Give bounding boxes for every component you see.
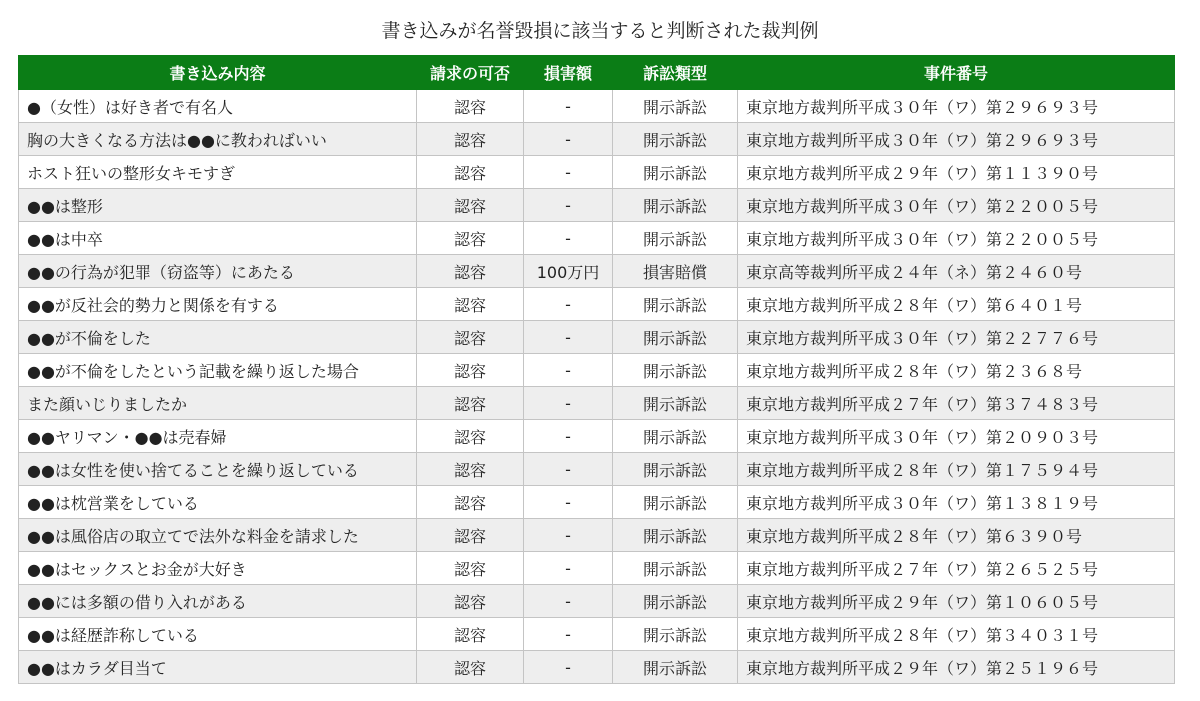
cell-damages: - bbox=[524, 420, 613, 453]
table-row bbox=[19, 90, 1175, 123]
cell-content: ●●が不倫をした bbox=[19, 321, 417, 354]
court-cases-table bbox=[18, 55, 1175, 684]
cell-content: また顔いじりましたか bbox=[19, 387, 417, 420]
cell-result: 認容 bbox=[417, 552, 524, 585]
cell-case-number: 東京地方裁判所平成２９年（ワ）第２５１９６号 bbox=[738, 651, 1175, 684]
table-row bbox=[19, 123, 1175, 156]
cell-content: ホスト狂いの整形女キモすぎ bbox=[19, 156, 417, 189]
cell-result: 認容 bbox=[417, 486, 524, 519]
cell-damages: - bbox=[524, 189, 613, 222]
table-row bbox=[19, 321, 1175, 354]
header-result: 請求の可否 bbox=[417, 56, 524, 90]
cell-damages: - bbox=[524, 585, 613, 618]
table-row bbox=[19, 552, 1175, 585]
cell-content: ●●が反社会的勢力と関係を有する bbox=[19, 288, 417, 321]
cell-result: 認容 bbox=[417, 387, 524, 420]
cell-case-number: 東京地方裁判所平成２９年（ワ）第１１３９０号 bbox=[738, 156, 1175, 189]
cell-content: ●●は中卒 bbox=[19, 222, 417, 255]
header-case-number: 事件番号 bbox=[738, 56, 1175, 90]
cell-result: 認容 bbox=[417, 156, 524, 189]
cell-content: ●●は経歴詐称している bbox=[19, 618, 417, 651]
table-row bbox=[19, 420, 1175, 453]
table-row bbox=[19, 222, 1175, 255]
cell-type: 開示訴訟 bbox=[613, 156, 738, 189]
cell-type: 開示訴訟 bbox=[613, 387, 738, 420]
cell-case-number: 東京地方裁判所平成３０年（ワ）第２２００５号 bbox=[738, 189, 1175, 222]
table-row bbox=[19, 387, 1175, 420]
cell-type: 開示訴訟 bbox=[613, 519, 738, 552]
cell-type: 開示訴訟 bbox=[613, 453, 738, 486]
cell-damages: - bbox=[524, 123, 613, 156]
header-type: 訴訟類型 bbox=[613, 56, 738, 90]
cell-case-number: 東京地方裁判所平成２８年（ワ）第６４０１号 bbox=[738, 288, 1175, 321]
cell-damages: - bbox=[524, 156, 613, 189]
cell-type: 開示訴訟 bbox=[613, 288, 738, 321]
cell-result: 認容 bbox=[417, 354, 524, 387]
cell-type: 開示訴訟 bbox=[613, 651, 738, 684]
cell-type: 開示訴訟 bbox=[613, 486, 738, 519]
table-row bbox=[19, 156, 1175, 189]
cell-type: 開示訴訟 bbox=[613, 585, 738, 618]
cell-damages: - bbox=[524, 519, 613, 552]
cell-type: 開示訴訟 bbox=[613, 123, 738, 156]
cell-case-number: 東京地方裁判所平成３０年（ワ）第１３８１９号 bbox=[738, 486, 1175, 519]
cell-result: 認容 bbox=[417, 420, 524, 453]
cell-damages: - bbox=[524, 453, 613, 486]
cell-content: ●●ヤリマン・●●は売春婦 bbox=[19, 420, 417, 453]
table-row bbox=[19, 486, 1175, 519]
cell-damages: - bbox=[524, 486, 613, 519]
cell-case-number: 東京地方裁判所平成２７年（ワ）第２６５２５号 bbox=[738, 552, 1175, 585]
cell-case-number: 東京地方裁判所平成２８年（ワ）第１７５９４号 bbox=[738, 453, 1175, 486]
cell-content: ●●は枕営業をしている bbox=[19, 486, 417, 519]
table-row bbox=[19, 519, 1175, 552]
cell-case-number: 東京高等裁判所平成２４年（ネ）第２４６０号 bbox=[738, 255, 1175, 288]
cell-type: 開示訴訟 bbox=[613, 189, 738, 222]
cell-result: 認容 bbox=[417, 618, 524, 651]
cell-damages: - bbox=[524, 321, 613, 354]
table-row bbox=[19, 585, 1175, 618]
cell-case-number: 東京地方裁判所平成２８年（ワ）第３４０３１号 bbox=[738, 618, 1175, 651]
header-content: 書き込み内容 bbox=[19, 56, 417, 90]
cell-content: ●●には多額の借り入れがある bbox=[19, 585, 417, 618]
table-row bbox=[19, 255, 1175, 288]
table-row bbox=[19, 618, 1175, 651]
cell-case-number: 東京地方裁判所平成３０年（ワ）第２９６９３号 bbox=[738, 123, 1175, 156]
table-row bbox=[19, 189, 1175, 222]
cell-type: 開示訴訟 bbox=[613, 90, 738, 123]
cell-result: 認容 bbox=[417, 321, 524, 354]
cell-type: 開示訴訟 bbox=[613, 354, 738, 387]
cell-result: 認容 bbox=[417, 585, 524, 618]
cell-case-number: 東京地方裁判所平成２８年（ワ）第６３９０号 bbox=[738, 519, 1175, 552]
cell-type: 開示訴訟 bbox=[613, 618, 738, 651]
cell-result: 認容 bbox=[417, 255, 524, 288]
cell-case-number: 東京地方裁判所平成３０年（ワ）第２０９０３号 bbox=[738, 420, 1175, 453]
table-row bbox=[19, 453, 1175, 486]
cell-type: 開示訴訟 bbox=[613, 552, 738, 585]
cell-content: ●●は風俗店の取立てで法外な料金を請求した bbox=[19, 519, 417, 552]
cell-damages: - bbox=[524, 651, 613, 684]
cell-case-number: 東京地方裁判所平成２９年（ワ）第１０６０５号 bbox=[738, 585, 1175, 618]
cell-damages: - bbox=[524, 618, 613, 651]
cell-result: 認容 bbox=[417, 123, 524, 156]
cell-damages: 100万円 bbox=[524, 255, 613, 288]
cell-result: 認容 bbox=[417, 519, 524, 552]
cell-type: 開示訴訟 bbox=[613, 222, 738, 255]
cell-content: ●●はカラダ目当て bbox=[19, 651, 417, 684]
cell-damages: - bbox=[524, 387, 613, 420]
cell-result: 認容 bbox=[417, 288, 524, 321]
cell-damages: - bbox=[524, 222, 613, 255]
cell-result: 認容 bbox=[417, 651, 524, 684]
cell-content: ●●は女性を使い捨てることを繰り返している bbox=[19, 453, 417, 486]
cell-type: 開示訴訟 bbox=[613, 321, 738, 354]
cell-result: 認容 bbox=[417, 189, 524, 222]
cell-content: ●（女性）は好き者で有名人 bbox=[19, 90, 417, 123]
table-header-row bbox=[19, 56, 1175, 90]
cell-content: ●●はセックスとお金が大好き bbox=[19, 552, 417, 585]
cell-damages: - bbox=[524, 354, 613, 387]
table-row bbox=[19, 651, 1175, 684]
table-row bbox=[19, 288, 1175, 321]
header-damages: 損害額 bbox=[524, 56, 613, 90]
cell-case-number: 東京地方裁判所平成２７年（ワ）第３７４８３号 bbox=[738, 387, 1175, 420]
cell-result: 認容 bbox=[417, 90, 524, 123]
cell-damages: - bbox=[524, 90, 613, 123]
cell-type: 開示訴訟 bbox=[613, 420, 738, 453]
table-row bbox=[19, 354, 1175, 387]
cell-content: ●●の行為が犯罪（窃盗等）にあたる bbox=[19, 255, 417, 288]
cell-case-number: 東京地方裁判所平成２８年（ワ）第２３６８号 bbox=[738, 354, 1175, 387]
cell-type: 損害賠償 bbox=[613, 255, 738, 288]
cell-content: ●●は整形 bbox=[19, 189, 417, 222]
cell-case-number: 東京地方裁判所平成３０年（ワ）第２２００５号 bbox=[738, 222, 1175, 255]
cell-result: 認容 bbox=[417, 453, 524, 486]
page-title: 書き込みが名誉毀損に該当すると判断された裁判例 bbox=[381, 20, 819, 42]
cell-content: ●●が不倫をしたという記載を繰り返した場合 bbox=[19, 354, 417, 387]
cell-result: 認容 bbox=[417, 222, 524, 255]
cell-case-number: 東京地方裁判所平成３０年（ワ）第２９６９３号 bbox=[738, 90, 1175, 123]
cell-content: 胸の大きくなる方法は●●に教わればいい bbox=[19, 123, 417, 156]
cell-case-number: 東京地方裁判所平成３０年（ワ）第２２７７６号 bbox=[738, 321, 1175, 354]
cell-damages: - bbox=[524, 288, 613, 321]
cell-damages: - bbox=[524, 552, 613, 585]
